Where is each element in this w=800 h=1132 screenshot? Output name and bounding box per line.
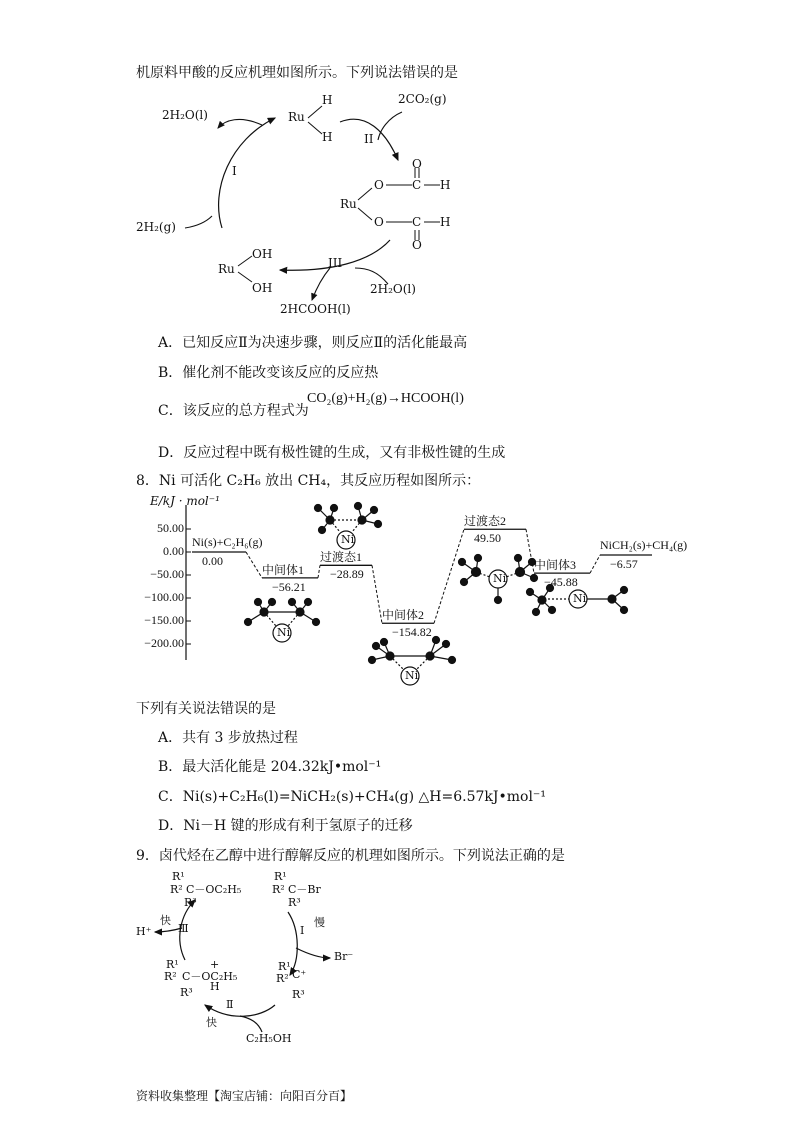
q7-co2: 2CO₂(g) bbox=[398, 92, 447, 106]
q7-o1: O bbox=[374, 178, 384, 192]
state-value: −56.21 bbox=[272, 579, 306, 594]
state-name: NiCH₂(s)+CH₄(g) bbox=[600, 538, 688, 553]
energy-connector bbox=[434, 529, 464, 623]
q9-fast-2: 快 bbox=[206, 1016, 217, 1029]
q9-ethanol: C₂H₅OH bbox=[246, 1032, 292, 1045]
q8-ni-label-int1: Ni bbox=[277, 626, 291, 639]
q7-c2: C bbox=[412, 215, 422, 229]
q9-plus: + bbox=[210, 958, 220, 971]
q8-option-d: D．Ni－H 键的形成有利于氢原子的迁移 bbox=[158, 818, 413, 834]
q7-ru-top: Ru bbox=[288, 110, 305, 124]
q7-h2o-bottom: 2H₂O(l) bbox=[370, 282, 416, 296]
q7-oh-upper: OH bbox=[252, 247, 273, 261]
q7-option-a: A．已知反应Ⅱ为决速步骤，则反应Ⅱ的活化能最高 bbox=[158, 335, 468, 351]
q9-r1-c: R¹ bbox=[166, 958, 179, 971]
q9-r1-a: R¹ bbox=[172, 870, 185, 883]
q7-arrow-h2o-out bbox=[218, 119, 262, 128]
q8-option-c: C．Ni(s)+C₂H₆(l)=NiCH₂(s)+CH₄(g) △H=6.57kJ•mol⁻¹ bbox=[158, 789, 546, 805]
state-name: 中间体3 bbox=[534, 558, 577, 573]
state-name: 过渡态1 bbox=[320, 550, 363, 565]
q8-stem: 8．Ni 可活化 C₂H₆ 放出 CH₄，其反应历程如图所示： bbox=[136, 473, 481, 489]
q8-ni-label-product: Ni bbox=[573, 592, 587, 605]
q9-fast-3: 快 bbox=[160, 914, 171, 927]
q7-h-formate1: H bbox=[440, 178, 451, 192]
state-name: 中间体1 bbox=[262, 562, 305, 577]
q7-o-carbonyl2: O bbox=[412, 238, 422, 252]
q7-ru-bottom: Ru bbox=[218, 262, 235, 276]
q7-option-c-equation: CO₂(g)+H₂(g)→HCOOH(l) bbox=[307, 391, 464, 406]
q8-question: 下列有关说法错误的是 bbox=[136, 701, 276, 717]
q9-r3-b: R³ bbox=[288, 896, 301, 909]
q9-top-left: C－OC₂H₅ bbox=[186, 883, 242, 896]
q9-mechanism-diagram bbox=[155, 900, 330, 1032]
state-value: −6.57 bbox=[610, 557, 638, 572]
q9-r1-b: R¹ bbox=[274, 870, 287, 883]
q9-stem: 9．卤代烃在乙醇中进行醇解反应的机理如图所示。下列说法正确的是 bbox=[136, 848, 565, 864]
q7-h-formate2: H bbox=[440, 215, 451, 229]
q9-step3: Ⅲ bbox=[178, 922, 189, 935]
state-value: −28.89 bbox=[330, 567, 364, 582]
q8-option-a: A．共有 3 步放热过程 bbox=[158, 730, 298, 746]
q9-mid-left: C－OC₂H₅ bbox=[182, 970, 238, 983]
q7-arrow-co2-in bbox=[378, 112, 402, 140]
y-tick-label: −200.00 bbox=[144, 636, 184, 650]
q7-o-carbonyl1: O bbox=[412, 157, 422, 171]
q7-arrow-hcooh-out bbox=[312, 268, 330, 300]
energy-connector bbox=[246, 552, 262, 578]
q9-r2-a: R² bbox=[170, 883, 183, 896]
q9-mid-left-h: H bbox=[210, 980, 220, 993]
q9-r3-d: R³ bbox=[292, 988, 305, 1001]
state-value: −154.82 bbox=[392, 625, 432, 640]
q9-r2-c: R² bbox=[164, 970, 177, 983]
y-tick-label: 0.00 bbox=[163, 544, 184, 558]
q9-r3-a: R³ bbox=[184, 896, 197, 909]
energy-connector bbox=[318, 565, 320, 578]
q7-oh-lower: OH bbox=[252, 281, 273, 295]
q9-mid-right: C⁺ bbox=[292, 968, 307, 981]
q7-option-c: C．该反应的总方程式为 bbox=[158, 403, 309, 419]
q9-r2-b: R² bbox=[272, 883, 285, 896]
q8-ni-label-ts2: Ni bbox=[493, 572, 507, 585]
q9-r3-c: R³ bbox=[180, 986, 193, 999]
y-tick-label: 50.00 bbox=[157, 521, 184, 535]
q7-c1: C bbox=[412, 178, 422, 192]
q7-step2: II bbox=[364, 132, 374, 146]
q7-ru-mid: Ru bbox=[340, 197, 357, 211]
q9-step2: Ⅱ bbox=[226, 998, 234, 1011]
q7-h2o-top: 2H₂O(l) bbox=[162, 108, 208, 122]
state-value: 0.00 bbox=[202, 554, 223, 568]
q7-stem: 机原料甲酸的反应机理如图所示。下列说法错误的是 bbox=[136, 65, 458, 81]
energy-connector bbox=[590, 555, 600, 573]
y-tick-label: −50.00 bbox=[150, 567, 184, 581]
q8-ni-label-ts1: Ni bbox=[341, 533, 355, 546]
q7-h-lower: H bbox=[322, 130, 333, 144]
q8-option-b: B．最大活化能是 204.32kJ•mol⁻¹ bbox=[158, 759, 382, 775]
q8-chart-ylabel: E/kJ · mol⁻¹ bbox=[150, 494, 220, 508]
state-name: Ni(s)+C₂H₆(g) bbox=[192, 535, 263, 549]
q7-option-b: B．催化剂不能改变该反应的反应热 bbox=[158, 365, 379, 381]
y-tick-label: −100.00 bbox=[144, 590, 184, 604]
q9-brminus: Br⁻ bbox=[334, 950, 354, 963]
q7-step3: III bbox=[328, 256, 343, 270]
q7-o2: O bbox=[374, 215, 384, 229]
state-value: −45.88 bbox=[544, 575, 578, 590]
q9-hplus: H⁺ bbox=[136, 925, 152, 938]
state-name: 过渡态2 bbox=[464, 514, 507, 529]
q9-r1-d: R¹ bbox=[278, 960, 291, 973]
state-value: 49.50 bbox=[474, 531, 501, 546]
q7-h2: 2H₂(g) bbox=[136, 220, 176, 234]
q8-ni-label-int2: Ni bbox=[405, 669, 419, 682]
q7-h-upper: H bbox=[322, 93, 333, 107]
q9-slow: 慢 bbox=[314, 916, 325, 929]
q7-arrow-h2-in bbox=[185, 216, 212, 228]
q9-step1: Ⅰ bbox=[300, 924, 305, 937]
y-tick-label: −150.00 bbox=[144, 613, 184, 627]
q7-option-d: D．反应过程中既有极性键的生成，又有非极性键的生成 bbox=[158, 445, 506, 461]
state-name: 中间体2 bbox=[382, 608, 425, 623]
q7-arrow-step1 bbox=[219, 118, 275, 228]
energy-connector bbox=[372, 565, 382, 623]
q9-top-right: C－Br bbox=[288, 883, 321, 896]
q7-hcooh: 2HCOOH(l) bbox=[280, 302, 351, 316]
q7-step1: I bbox=[232, 164, 237, 178]
q9-r2-d: R² bbox=[276, 972, 289, 985]
page-footer: 资料收集整理【淘宝店铺：向阳百分百】 bbox=[136, 1089, 353, 1103]
